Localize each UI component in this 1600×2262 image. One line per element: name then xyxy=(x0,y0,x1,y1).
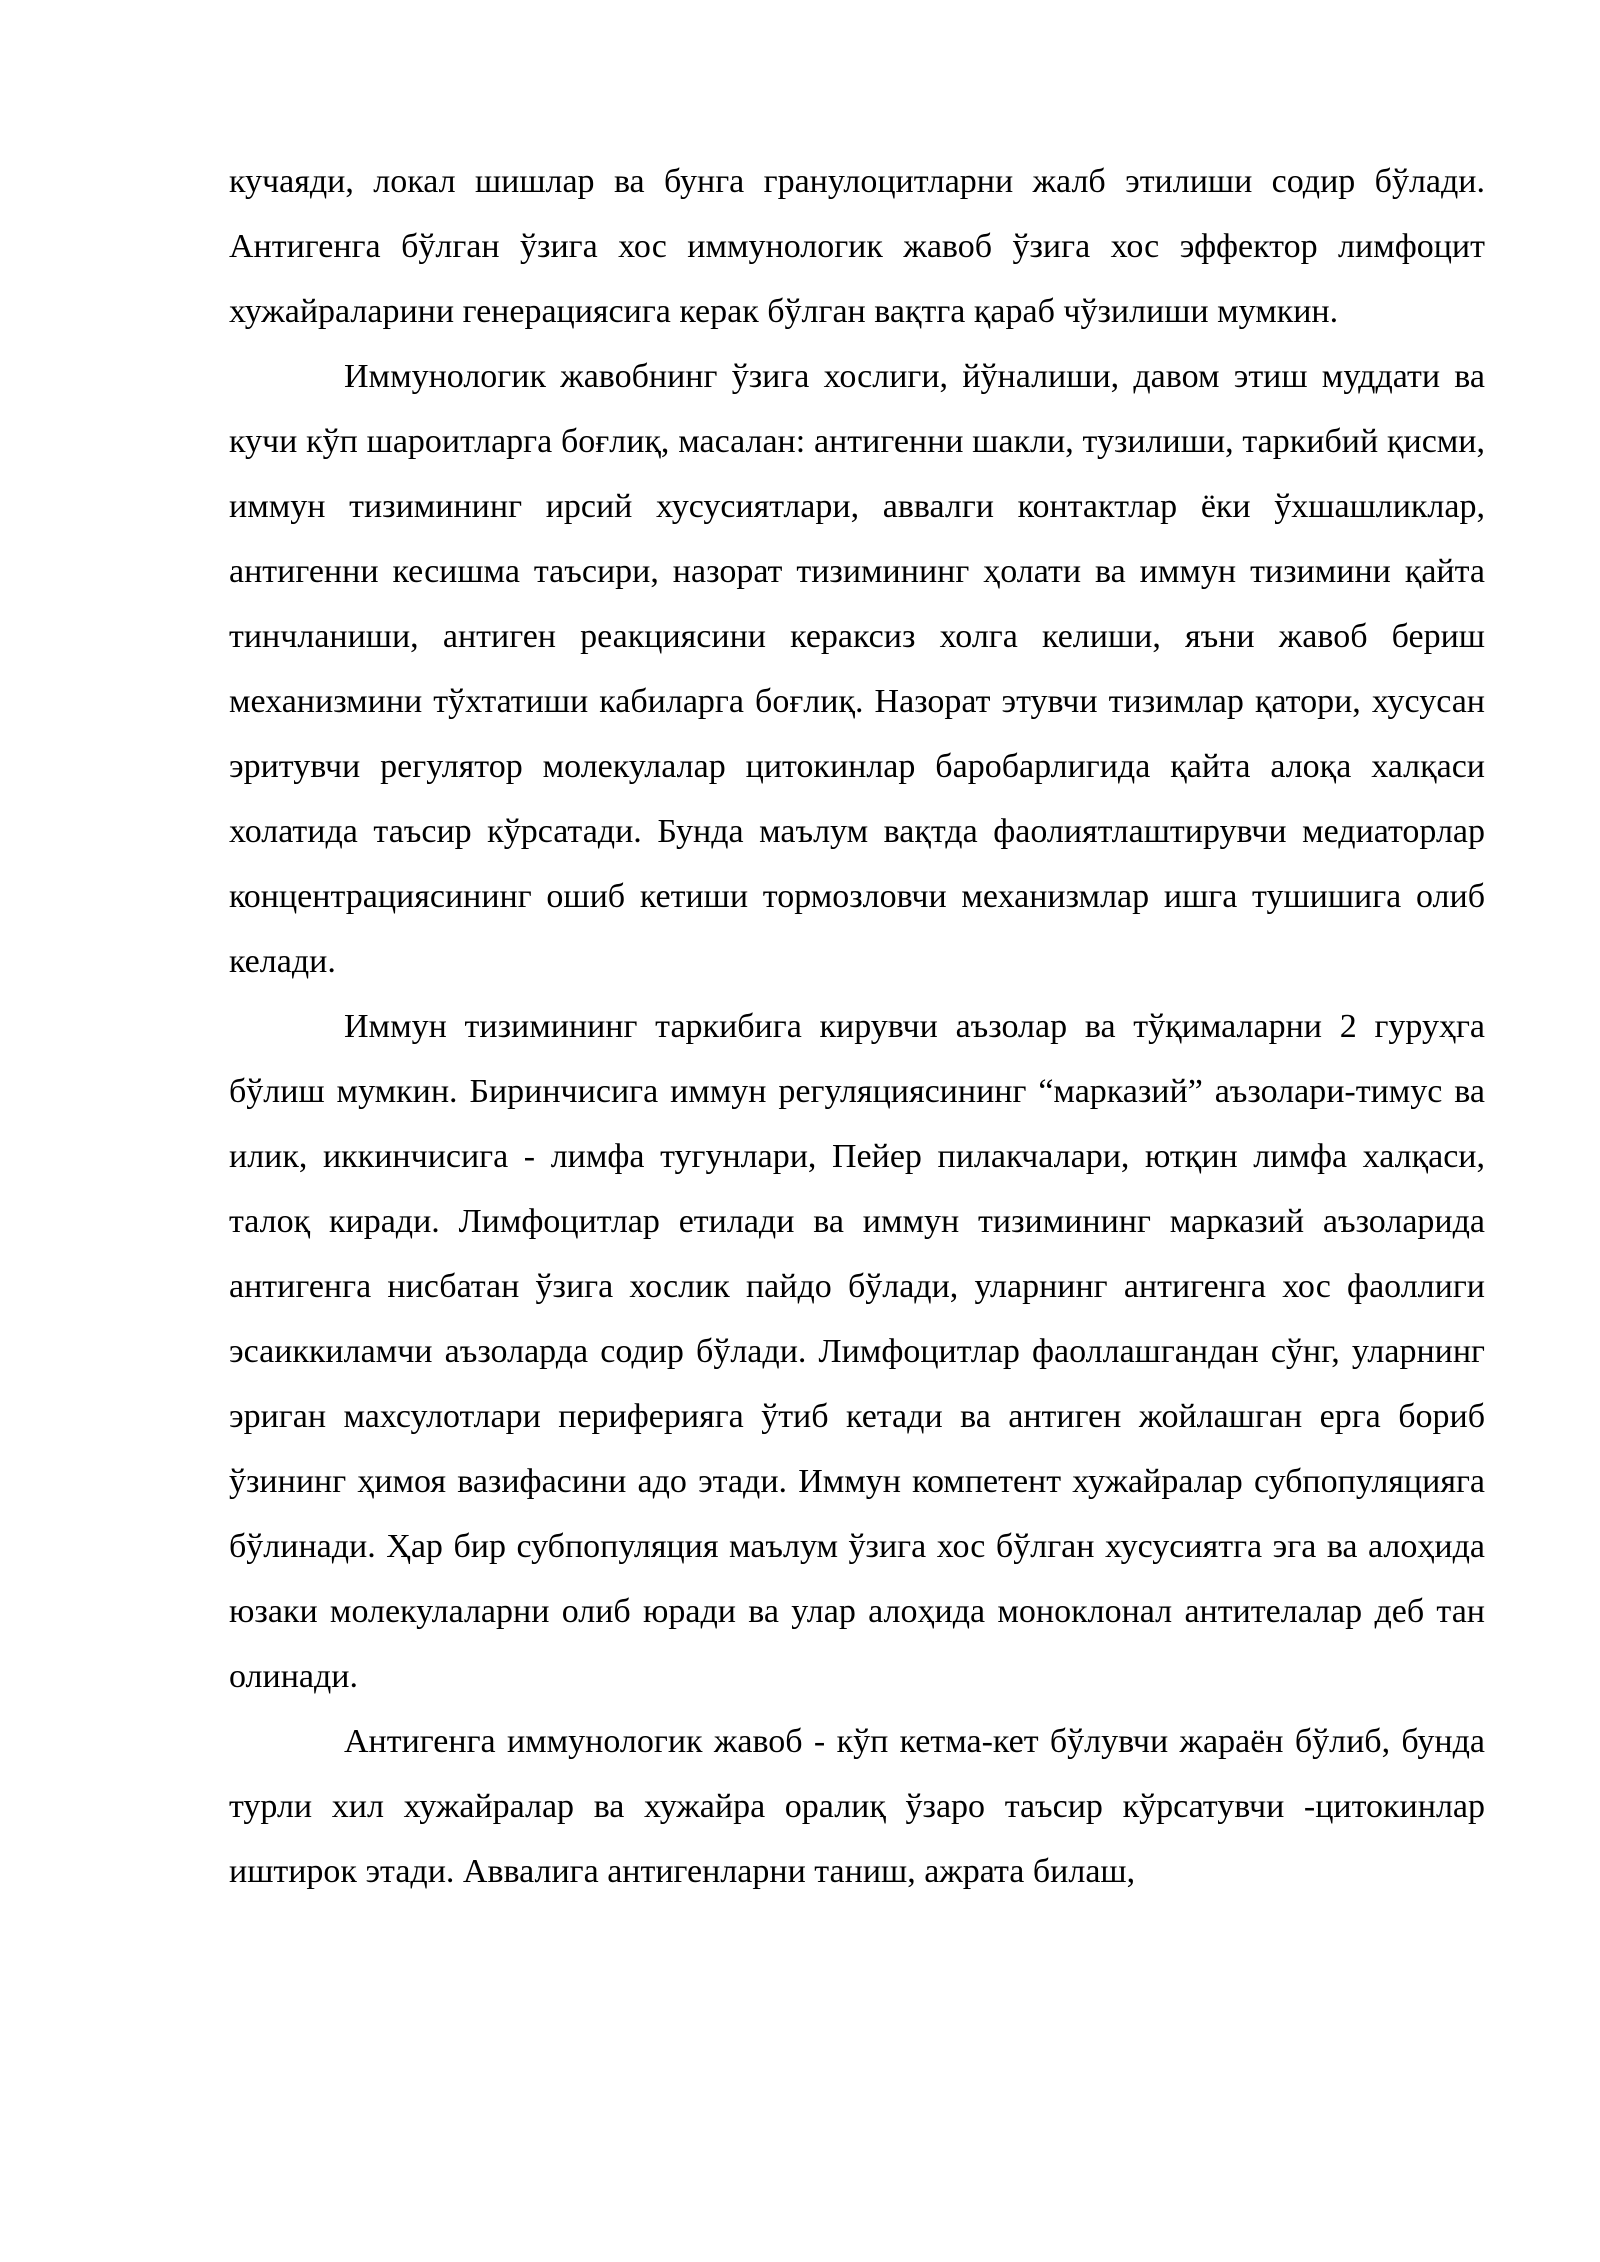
paragraph-3: Иммун тизимининг таркибига кирувчи аъзолар ва тўқималарни 2 гуруҳга бўлиш мумкин. Биринчисига иммун регуляциясининг “марказий” аъзолари-тимус ва илик, иккинчисига - лимфа тугунлари, Пейер пилакчалари, ютқин лимфа халқаси, талоқ киради. Лимфоцитлар етилади ва иммун тизимининг марказий аъзоларида антигенга нисбатан ўзига хослик пайдо бўлади, уларнинг антигенга хос фаоллиги эсаиккиламчи аъзоларда содир бўлади. Лимфоцитлар фаоллашгандан сўнг, уларнинг эриган махсулотлари периферияга ўтиб кетади ва антиген жойлашган ерга бориб ўзининг ҳимоя вазифасини адо этади. Иммун компетент хужайралар субпопуляцияга бўлинади. Ҳар бир субпопуляция маълум ўзига хос бўлган хусусиятга эга ва алоҳида юзаки молекулаларни олиб юради ва улар алоҳида моноклонал антителалар деб тан олинади. xyxy=(229,1008,1485,1695)
paragraph-1: кучаяди, локал шишлар ва бунга гранулоцитларни жалб этилиши содир бўлади. Антигенга бўлган ўзига хос иммунологик жавоб ўзига хос эффектор лимфоцит хужайраларини генерациясига керак бўлган вақтга қараб чўзилиши мумкин. xyxy=(229,163,1485,330)
document-body xyxy=(229,149,1485,1904)
paragraph-2: Иммунологик жавобнинг ўзига хослиги, йўналиши, давом этиш муддати ва кучи кўп шароитларга боғлиқ, масалан: антигенни шакли, тузилиши, таркибий қисми, иммун тизимининг ирсий хусусиятлари, аввалги контактлар ёки ўхшашликлар, антигенни кесишма таъсири, назорат тизимининг ҳолати ва иммун тизимини қайта тинчланиши, антиген реакциясини кераксиз холга келиши, яъни жавоб бериш механизмини тўхтатиши кабиларга боғлиқ. Назорат этувчи тизимлар қатори, хусусан эритувчи регулятор молекулалар цитокинлар баробарлигида қайта алоқа халқаси холатида таъсир кўрсатади. Бунда маълум вақтда фаолиятлаштирувчи медиаторлар концентрациясининг ошиб кетиши тормозловчи механизмлар ишга тушишига олиб келади. xyxy=(229,358,1485,980)
paragraph-4: Антигенга иммунологик жавоб - кўп кетма-кет бўлувчи жараён бўлиб, бунда турли хил хужайралар ва хужайра оралиқ ўзаро таъсир кўрсатувчи -цитокинлар иштирок этади. Аввалига антигенларни таниш, ажрата билаш, xyxy=(229,1723,1485,1890)
